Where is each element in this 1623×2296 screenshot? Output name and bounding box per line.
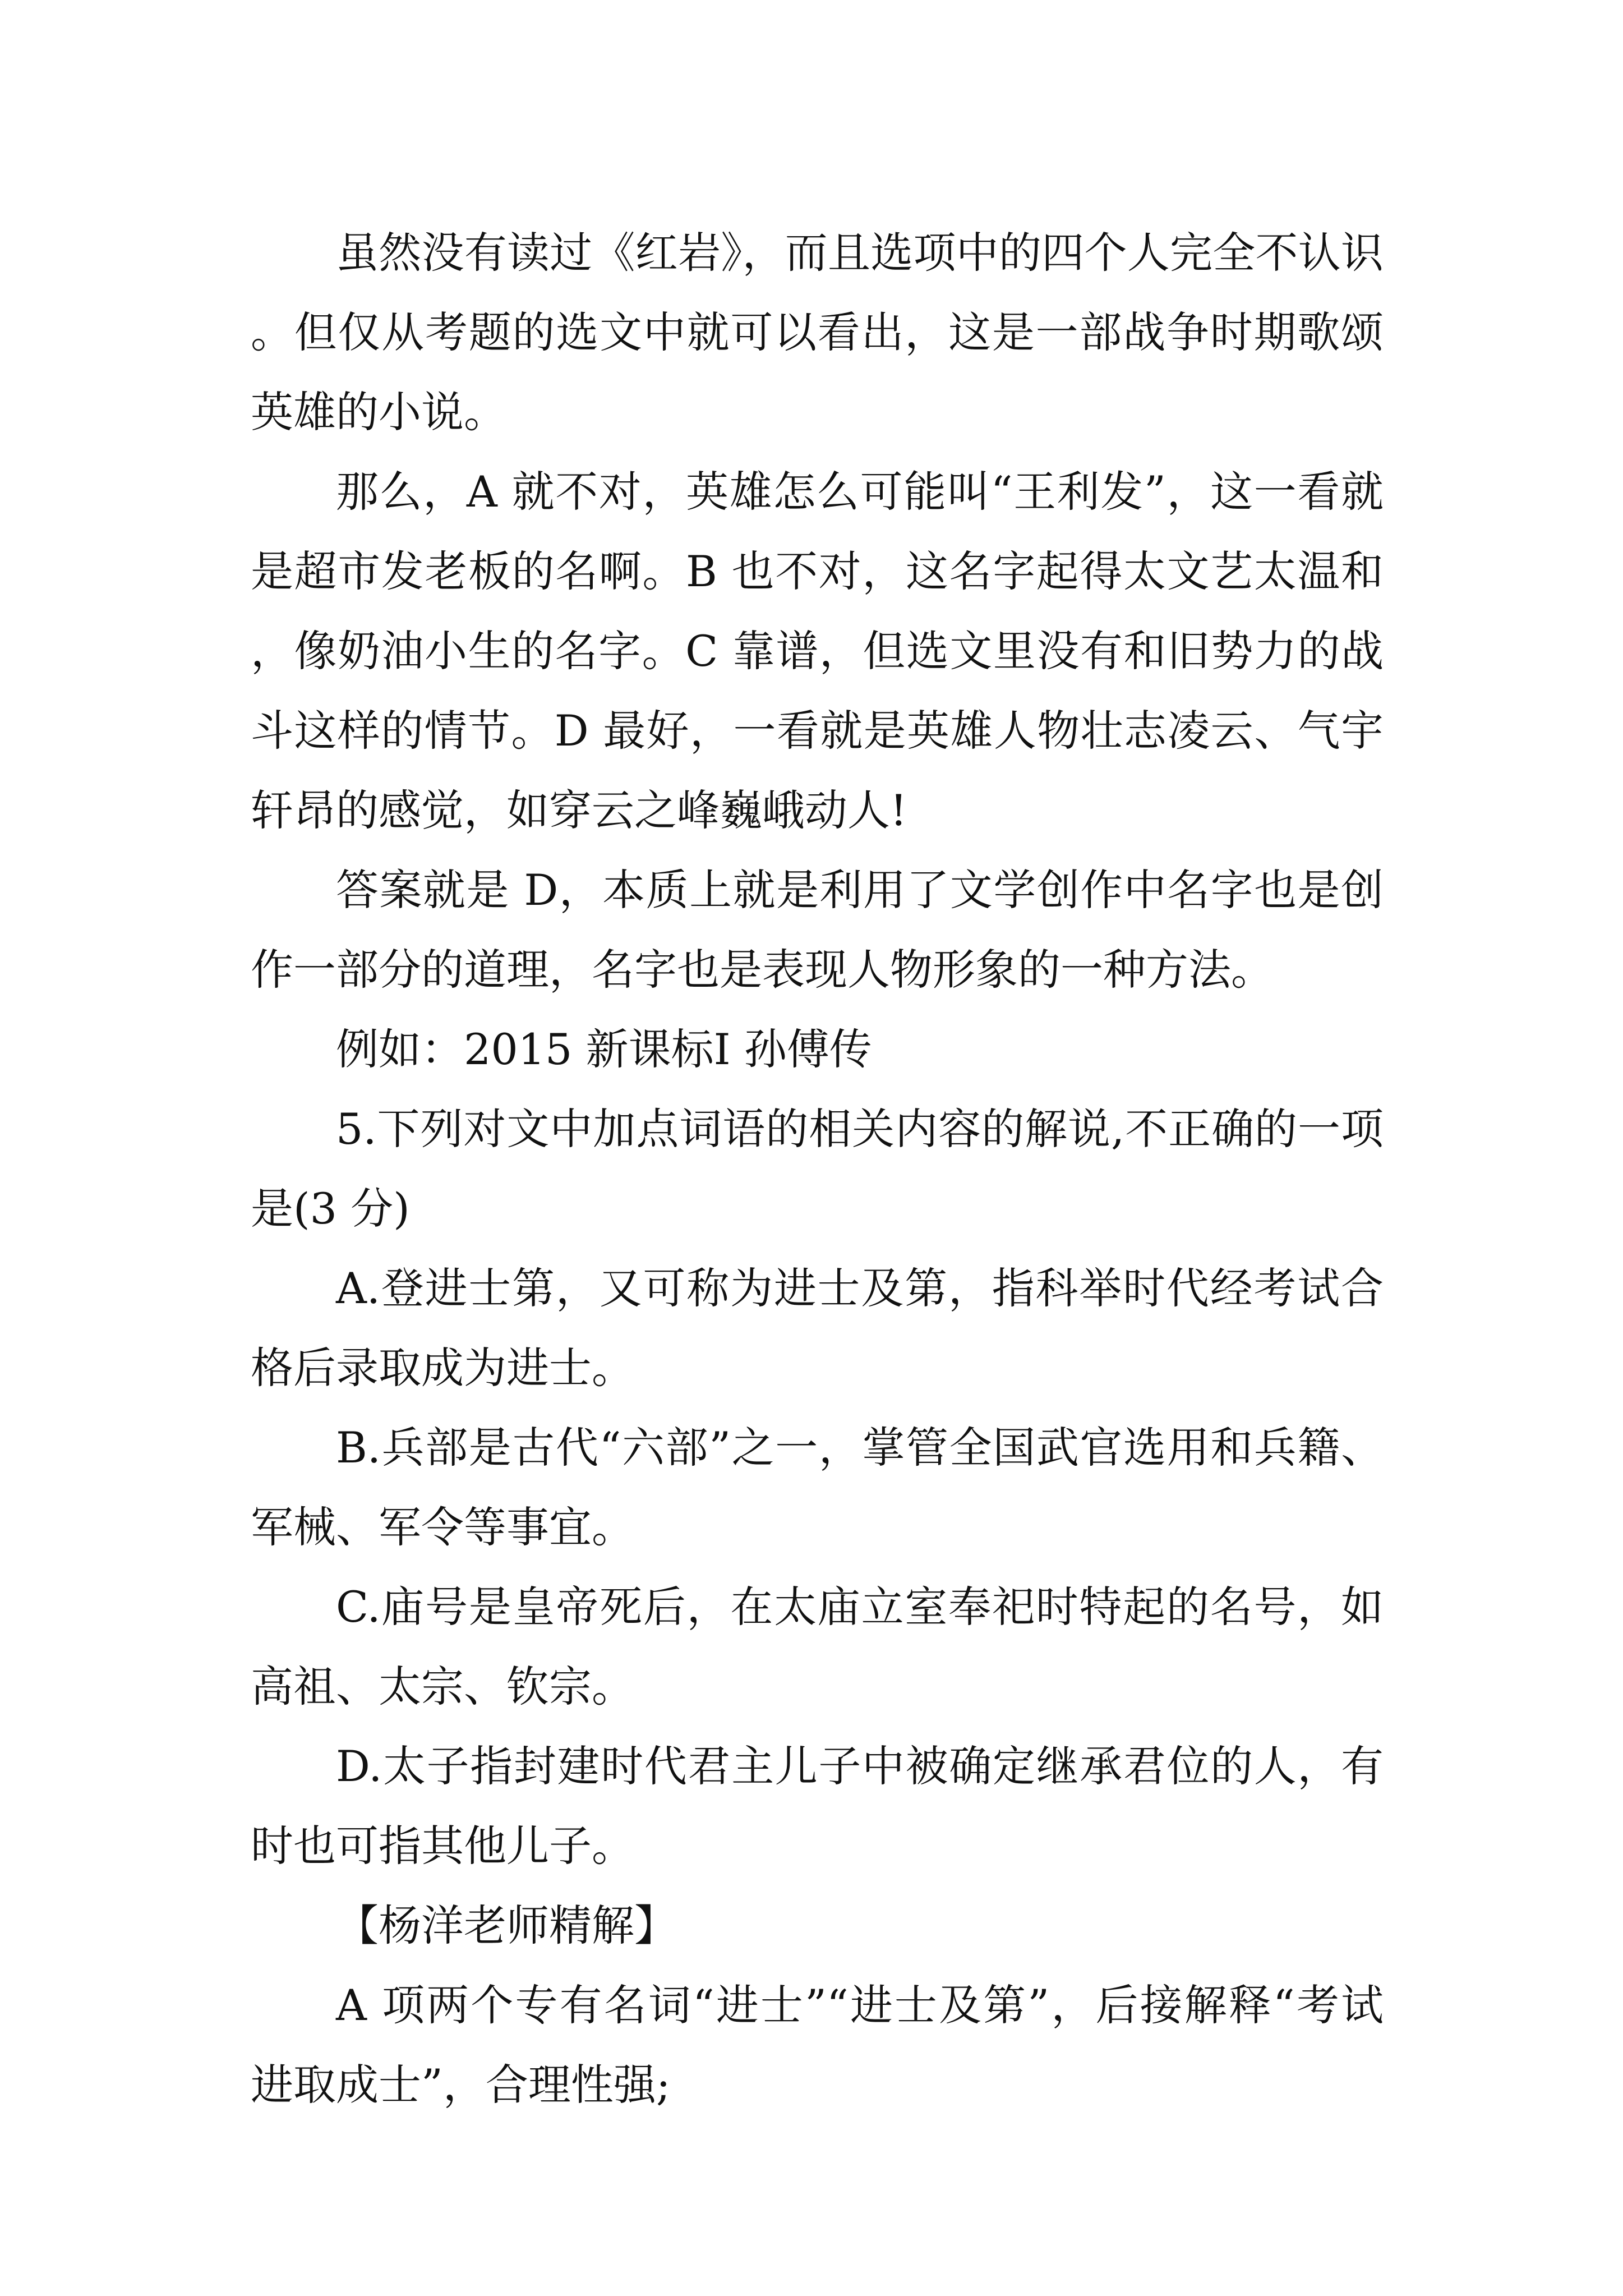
question-stem: 5.下列对文中加点词语的相关内容的解说,不正确的一项是(3 分) (251, 1104, 1384, 1234)
option-a: A.登进士第，又可称为进士及第，指科举时代经考试合格后录取成为进士。 (251, 1263, 1384, 1393)
option-b: B.兵部是古代“六部”之一，掌管全国武官选用和兵籍、军械、军令等事宜。 (251, 1423, 1384, 1552)
paragraph-answer: 答案就是 D，本质上就是利用了文学创作中名字也是创作一部分的道理，名字也是表现人物形象的一种方法。 (251, 865, 1384, 995)
option-d: D.太子指封建时代君主儿子中被确定继承君位的人，有时也可指其他儿子。 (251, 1741, 1384, 1871)
paragraph-explanation-a: A 项两个专有名词“进士”“进士及第”，后接解释“考试进取成士”，合理性强; (251, 1980, 1384, 2110)
document-body (251, 213, 1384, 2125)
paragraph-example-source: 例如：2015 新课标Ⅰ 孙傅传 (336, 1024, 872, 1074)
section-heading: 【杨洋老师精解】 (336, 1901, 677, 1950)
option-c: C.庙号是皇帝死后，在太庙立室奉祀时特起的名号，如高祖、太宗、钦宗。 (251, 1582, 1384, 1711)
paragraph-intro: 虽然没有读过《红岩》，而且选项中的四个人完全不认识。但仅从考题的选文中就可以看出，这是一部战争时期歌颂英雄的小说。 (251, 228, 1384, 437)
paragraph-options-analysis: 那么，A 就不对，英雄怎么可能叫“王利发”，这一看就是超市发老板的名啊。B 也不对，这名字起得太文艺太温和，像奶油小生的名字。C 靠谱，但选文里没有和旧势力的战斗这样的情节。D 最好，一看就是英雄人物壮志凌云、气宇轩昂的感觉，如穿云之峰巍峨动人! (251, 467, 1384, 835)
